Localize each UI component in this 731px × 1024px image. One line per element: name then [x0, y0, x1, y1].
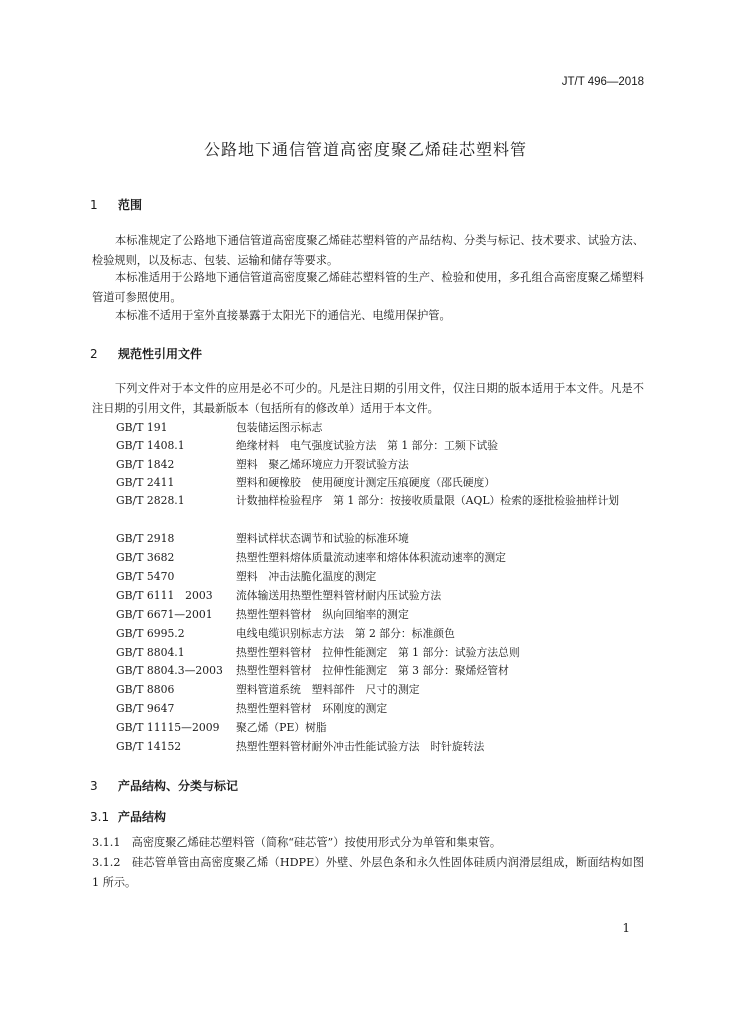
reference-entry — [116, 644, 644, 662]
reference-code: GB/T 6111 2003 — [116, 589, 213, 602]
reference-entry — [116, 492, 644, 510]
reference-code: GB/T 191 — [116, 421, 168, 434]
reference-title: 塑料 聚乙烯环境应力开裂试验方法 — [236, 458, 409, 471]
section-number: 1 — [90, 198, 98, 212]
reference-entry — [116, 738, 644, 756]
reference-title: 热塑性塑料管材 环刚度的测定 — [236, 702, 388, 715]
reference-entry — [116, 606, 644, 624]
reference-code: GB/T 6671—2001 — [116, 608, 213, 621]
reference-code: GB/T 5470 — [116, 570, 175, 583]
section-title: 范围 — [118, 198, 143, 212]
reference-code: GB/T 14152 — [116, 740, 182, 753]
section-1-heading — [90, 196, 142, 213]
reference-entry — [116, 530, 644, 548]
reference-code: GB/T 6995.2 — [116, 627, 185, 640]
reference-title: 热塑性塑料管材 拉伸性能测定 第 1 部分：试验方法总则 — [236, 646, 520, 659]
reference-entry — [116, 419, 644, 437]
standard-code: JT/T 496—2018 — [561, 76, 644, 88]
section-2-heading — [90, 345, 202, 362]
reference-title: 塑料和硬橡胶 使用硬度计测定压痕硬度（邵氏硬度） — [236, 476, 496, 489]
reference-code: GB/T 8804.1 — [116, 646, 185, 659]
reference-entry — [116, 719, 644, 737]
reference-entry — [116, 662, 644, 680]
reference-title: 热塑性塑料管材耐外冲击性能试验方法 时针旋转法 — [236, 740, 485, 753]
reference-title: 绝缘材料 电气强度试验方法 第 1 部分：工频下试验 — [236, 439, 499, 452]
scope-paragraph-3: 本标准不适用于室外直接暴露于太阳光下的通信光、电缆用保护管。 — [115, 309, 451, 322]
section-title: 规范性引用文件 — [118, 347, 203, 361]
reference-entry — [116, 549, 644, 567]
reference-title: 热塑性塑料熔体质量流动速率和熔体体积流动速率的测定 — [236, 551, 506, 564]
page-number: 1 — [622, 921, 630, 935]
reference-title: 流体输送用热塑性塑料管材耐内压试验方法 — [236, 589, 442, 602]
reference-entry — [116, 474, 644, 492]
reference-title: 塑料管道系统 塑料部件 尺寸的测定 — [236, 683, 420, 696]
reference-code: GB/T 2828.1 — [116, 494, 185, 507]
reference-entry — [116, 587, 644, 605]
reference-title: 塑料试样状态调节和试验的标准环境 — [236, 532, 409, 545]
reference-title: 塑料 冲击法脆化温度的测定 — [236, 570, 377, 583]
reference-code: GB/T 1408.1 — [116, 439, 185, 452]
section-3-1-heading — [90, 808, 166, 825]
reference-code: GB/T 2918 — [116, 532, 175, 545]
section-number: 3 — [90, 779, 98, 793]
reference-title: 热塑性塑料管材 纵向回缩率的测定 — [236, 608, 409, 621]
section-3-heading — [90, 777, 238, 794]
document-title: 公路地下通信管道高密度聚乙烯硅芯塑料管 — [203, 140, 527, 159]
reference-title: 包装储运图示标志 — [236, 421, 323, 434]
reference-title: 聚乙烯（PE）树脂 — [236, 721, 327, 734]
reference-entry — [116, 700, 644, 718]
reference-entry — [116, 681, 644, 699]
reference-entry — [116, 625, 644, 643]
clause-3-1-2: 3.1.2 硅芯管单管由高密度聚乙烯（HDPE）外壁、外层色条和永久性固体硅质内润滑层组成，断面结构如图 1 所示。 — [92, 856, 644, 889]
reference-code: GB/T 11115—2009 — [116, 721, 220, 734]
reference-entry — [116, 568, 644, 586]
reference-entry — [116, 437, 644, 455]
reference-title: 电线电缆识别标志方法 第 2 部分：标准颜色 — [236, 627, 455, 640]
section-title: 产品结构、分类与标记 — [118, 779, 239, 793]
clause-3-1-1: 3.1.1 高密度聚乙烯硅芯塑料管（简称“硅芯管”）按使用形式分为单管和集束管。 — [92, 836, 502, 849]
scope-paragraph-2: 本标准适用于公路地下通信管道高密度聚乙烯硅芯塑料管的生产、检验和使用，多孔组合高密度聚乙烯塑料管道可参照使用。 — [92, 271, 644, 304]
scope-paragraph-1: 本标准规定了公路地下通信管道高密度聚乙烯硅芯塑料管的产品结构、分类与标记、技术要求、试验方法、检验规则，以及标志、包装、运输和储存等要求。 — [92, 234, 644, 267]
reference-code: GB/T 8804.3—2003 — [116, 664, 223, 677]
reference-code: GB/T 1842 — [116, 458, 175, 471]
reference-code: GB/T 2411 — [116, 476, 175, 489]
reference-code: GB/T 8806 — [116, 683, 175, 696]
references-intro-paragraph: 下列文件对于本文件的应用是必不可少的。凡是注日期的引用文件，仅注日期的版本适用于本文件。凡是不注日期的引用文件，其最新版本（包括所有的修改单）适用于本文件。 — [92, 382, 644, 415]
reference-entry — [116, 456, 644, 474]
reference-code: GB/T 3682 — [116, 551, 175, 564]
reference-title: 计数抽样检验程序 第 1 部分：按接收质量限（AQL）检索的逐批检验抽样计划 — [236, 494, 620, 507]
section-number: 2 — [90, 347, 98, 361]
section-number: 3.1 — [90, 810, 110, 824]
reference-title: 热塑性塑料管材 拉伸性能测定 第 3 部分：聚烯烃管材 — [236, 664, 509, 677]
section-title: 产品结构 — [118, 810, 167, 824]
reference-code: GB/T 9647 — [116, 702, 175, 715]
